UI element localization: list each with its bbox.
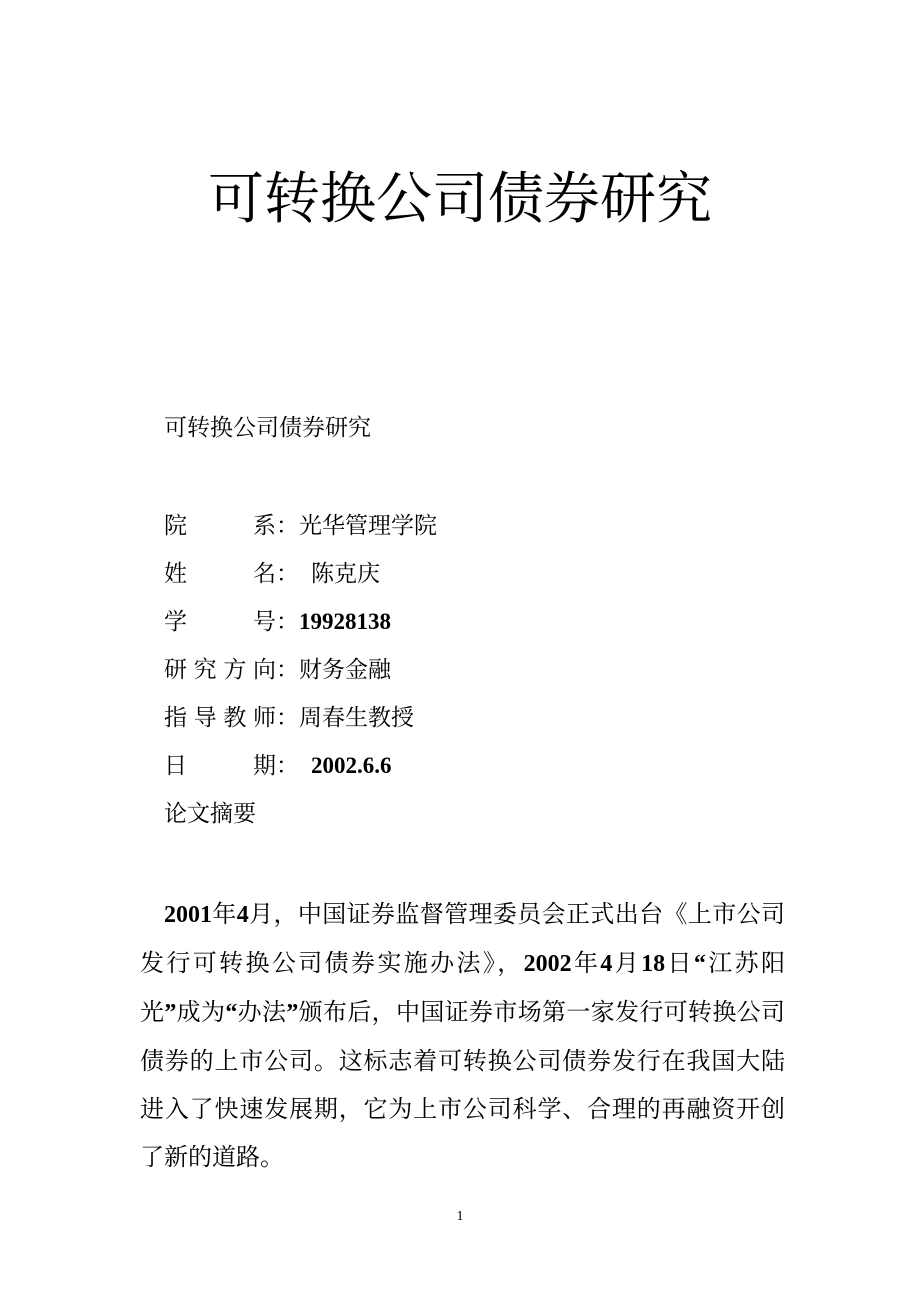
info-value: 2002.6.6 bbox=[311, 753, 392, 778]
page-number: 1 bbox=[456, 1209, 464, 1224]
info-colon: ： bbox=[276, 561, 299, 587]
abstract-text: ” bbox=[286, 1000, 299, 1026]
info-row-date bbox=[164, 746, 392, 786]
info-label: 指导教师 bbox=[164, 705, 276, 731]
abstract-text: 年 bbox=[212, 900, 237, 928]
abstract-text: 4 bbox=[600, 951, 613, 977]
abstract-text: 江苏阳光 bbox=[140, 949, 785, 1026]
document-subtitle: 可转换公司债券研究 bbox=[164, 415, 371, 441]
info-row-advisor bbox=[164, 698, 414, 738]
abstract-text: 月 bbox=[612, 949, 642, 977]
info-colon: ： bbox=[276, 609, 299, 635]
info-row-name bbox=[164, 554, 380, 594]
info-label: 院系 bbox=[164, 513, 276, 539]
info-label: 日期 bbox=[164, 753, 276, 779]
info-label: 研究方向 bbox=[164, 657, 276, 683]
info-value: 陈克庆 bbox=[311, 561, 380, 587]
info-colon: ： bbox=[276, 753, 299, 779]
info-colon: ： bbox=[276, 513, 299, 539]
abstract-text: “ bbox=[225, 1000, 238, 1026]
info-row-department bbox=[164, 506, 437, 546]
abstract-text: ” bbox=[164, 1000, 177, 1026]
abstract-text: 2002 bbox=[523, 951, 572, 977]
abstract-heading: 论文摘要 bbox=[164, 801, 256, 827]
abstract-text: 2001 bbox=[164, 902, 212, 928]
document-title: 可转换公司债券研究 bbox=[208, 167, 712, 232]
info-row-student-id bbox=[164, 602, 391, 642]
info-row-research-direction bbox=[164, 650, 391, 690]
abstract-text: 成为 bbox=[176, 998, 226, 1026]
abstract-text: 颁布后，中国证券市场第一家发行可转换公司债券的上市公司。这标志着可转换公司债券发行在我国大陆进入了快速发展期，它为上市公司科学、合理的再融资开创了新的道路。 bbox=[140, 998, 786, 1171]
abstract-text: “ bbox=[693, 951, 706, 977]
info-label: 学号 bbox=[164, 609, 276, 635]
info-value: 光华管理学院 bbox=[299, 513, 437, 539]
abstract-text: 办法 bbox=[237, 998, 287, 1026]
info-colon: ： bbox=[276, 705, 299, 731]
info-label: 姓名 bbox=[164, 561, 276, 587]
abstract-text: 年 bbox=[571, 949, 601, 977]
info-value: 周春生教授 bbox=[299, 705, 414, 731]
abstract-text: 4 bbox=[236, 902, 249, 928]
abstract-text: 日 bbox=[665, 949, 694, 977]
abstract-text: 18 bbox=[641, 951, 666, 977]
abstract-text: 月，中国证券监督管理委员会正式出台《上市公司发行可转换公司债券实施办法》， bbox=[140, 900, 785, 977]
info-value: 19928138 bbox=[299, 609, 391, 634]
abstract-paragraph bbox=[140, 890, 785, 1181]
info-value: 财务金融 bbox=[299, 657, 391, 683]
info-colon: ： bbox=[276, 657, 299, 683]
